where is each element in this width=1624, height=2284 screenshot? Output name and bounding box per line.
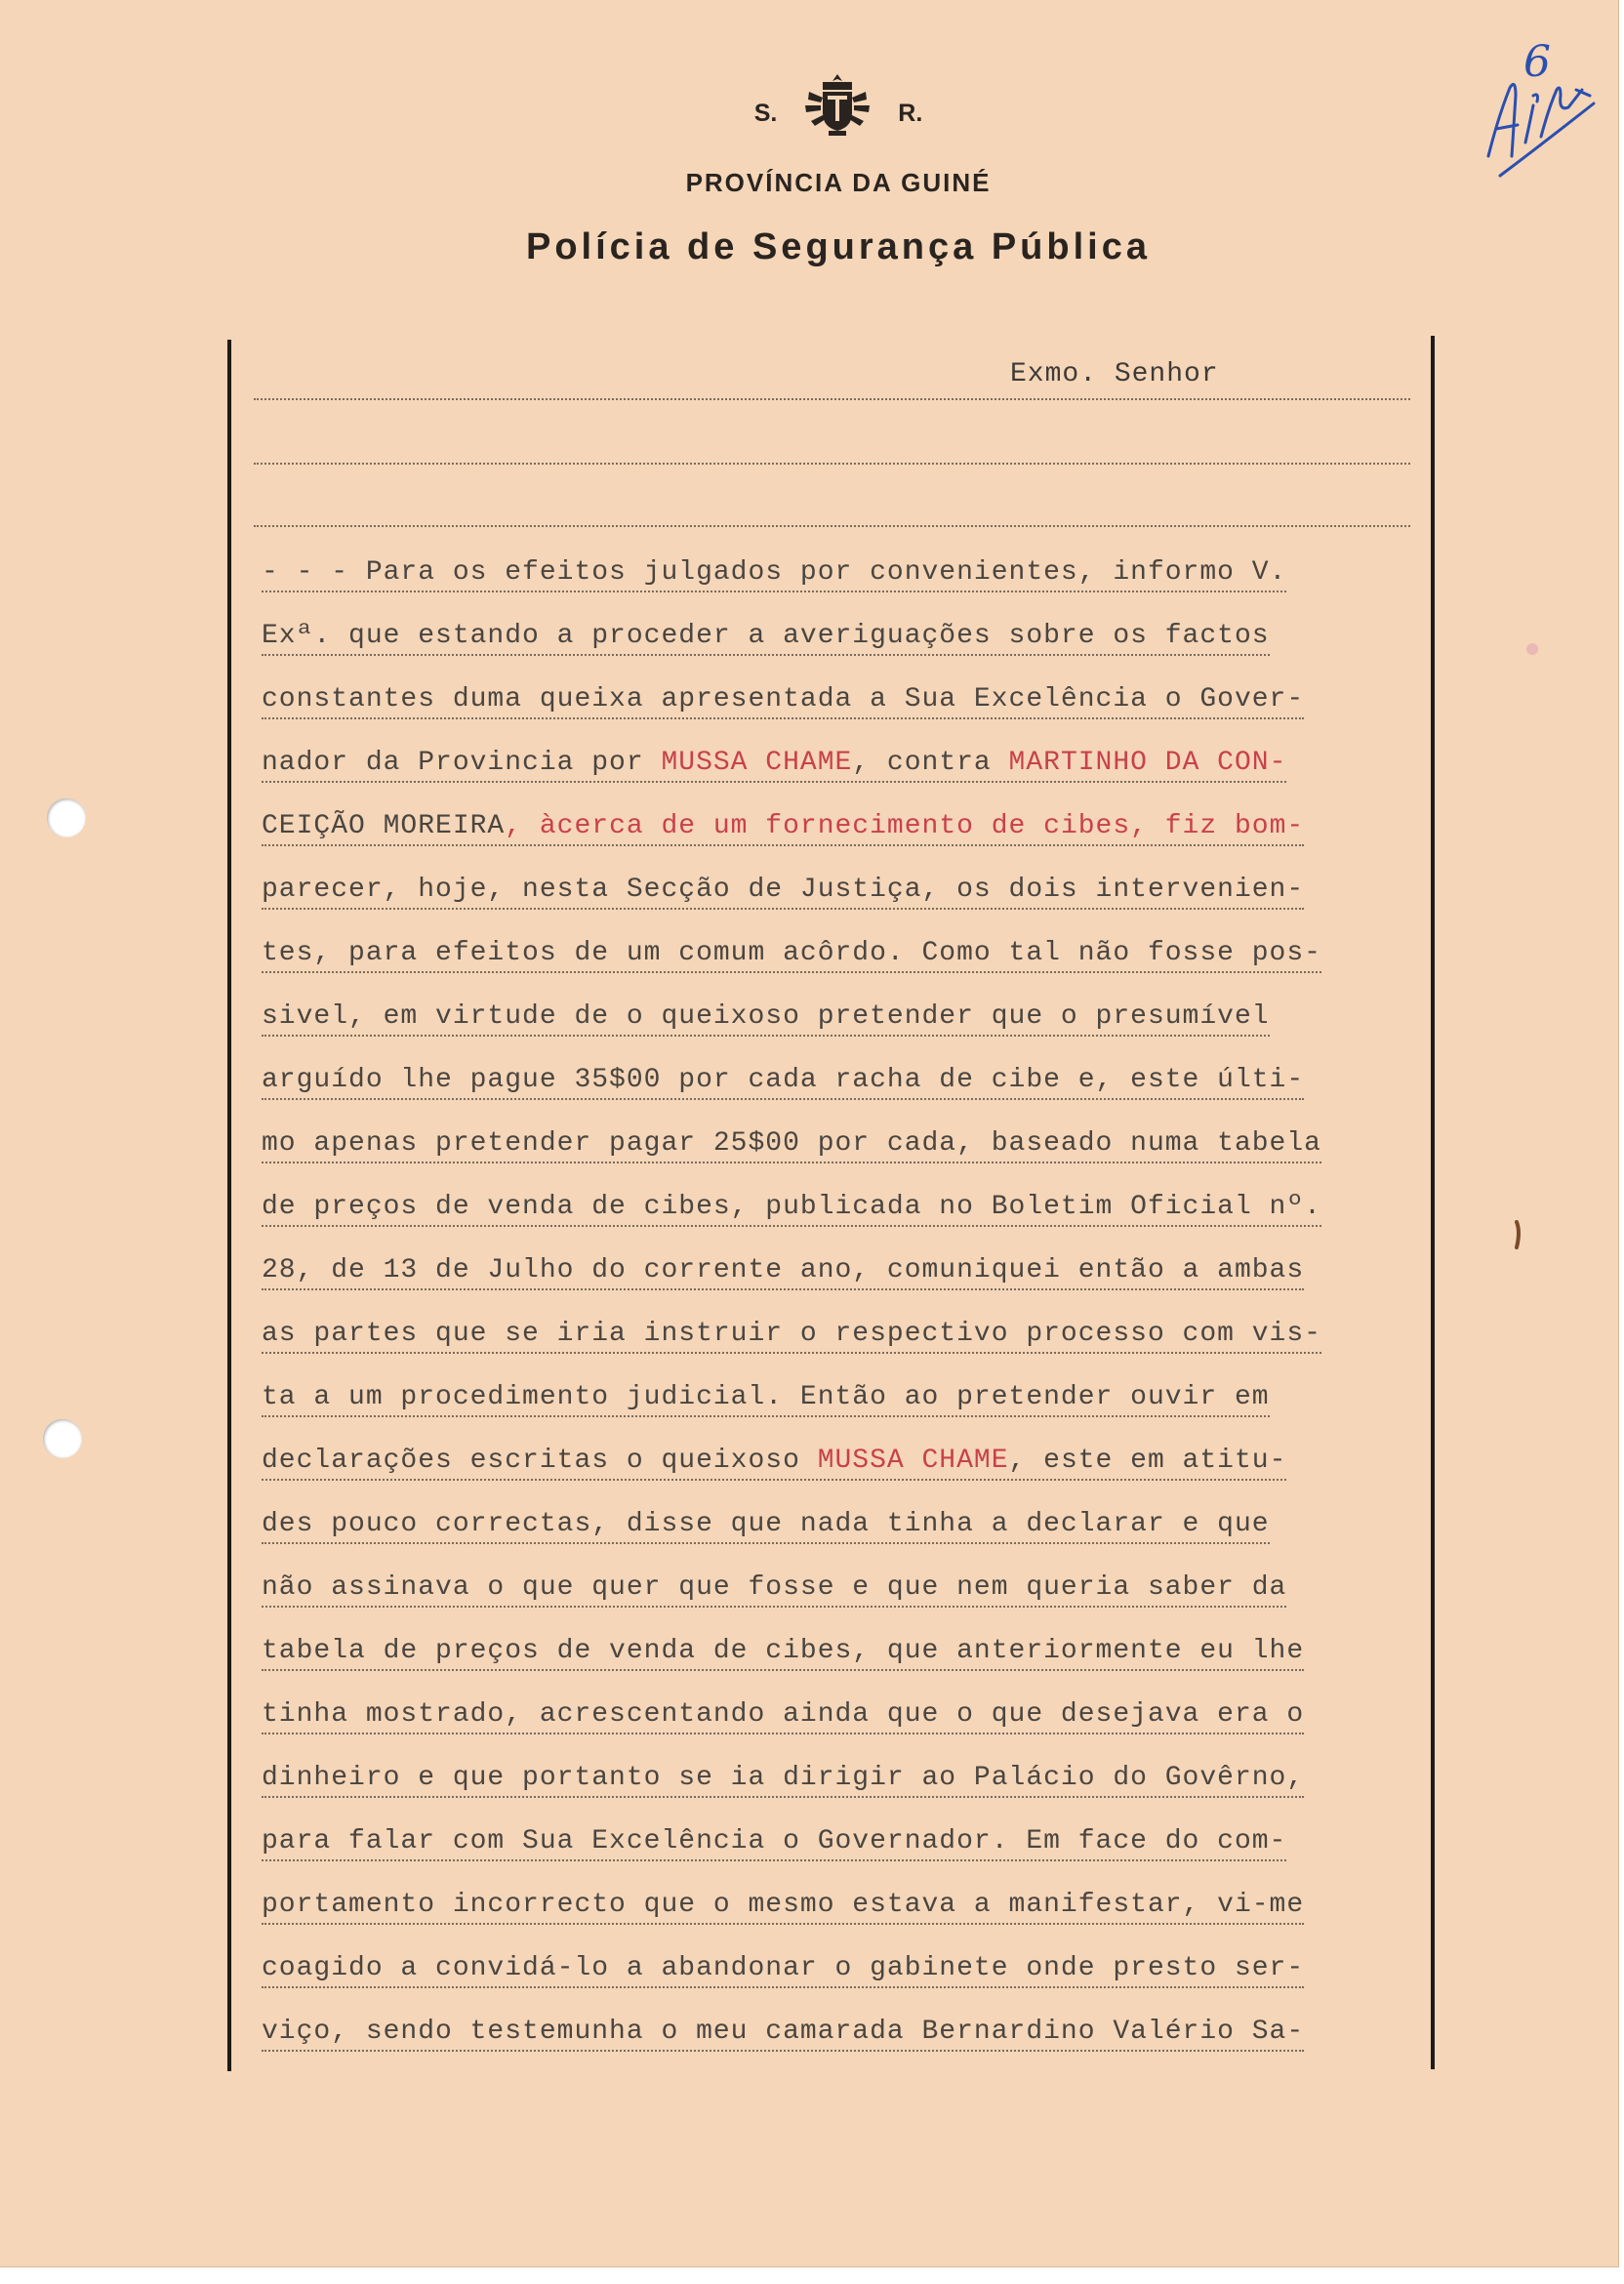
body-line	[262, 611, 1433, 674]
address-line-1	[254, 398, 1410, 400]
line-segment: dinheiro e que portanto se ia dirigir ao Palácio do Govêrno,	[262, 1763, 1305, 1793]
body-line-text	[262, 811, 1304, 846]
letterhead-r: R.	[898, 99, 923, 127]
body-line-text	[262, 875, 1304, 910]
body-line	[262, 1182, 1433, 1245]
body-line	[262, 1690, 1433, 1753]
address-line-3	[254, 525, 1410, 527]
line-segment: Exª. que estando a proceder a averiguações sobre os factos	[262, 621, 1270, 651]
body-line	[262, 1499, 1433, 1563]
handwritten-initials	[1488, 84, 1594, 176]
body-line-text	[262, 1890, 1304, 1925]
province-title: PROVÍNCIA DA GUINÉ	[685, 168, 992, 197]
body-line-text	[262, 684, 1304, 719]
body-line-text	[262, 938, 1321, 973]
body-line-text	[262, 621, 1270, 656]
body-line-text	[262, 1826, 1286, 1861]
line-segment: des pouco correctas, disse que nada tinha a declarar e que	[262, 1509, 1270, 1539]
body-line-text	[262, 1509, 1270, 1544]
line-segment: as partes que se iria instruir o respectivo processo com vis-	[262, 1319, 1321, 1349]
body-line-text	[262, 1953, 1304, 1988]
body-line-text	[262, 1382, 1270, 1417]
coat-of-arms-icon	[799, 70, 875, 139]
body-line-text	[262, 748, 1286, 783]
body-line-text	[262, 1319, 1321, 1354]
line-segment: declarações escritas o queixoso	[262, 1446, 818, 1476]
letterhead-sr-row	[0, 88, 1624, 127]
left-margin-rule	[227, 340, 231, 2071]
line-segment: tes, para efeitos de um comum acôrdo. Como tal não fosse pos-	[262, 938, 1321, 968]
body-line-text	[262, 1636, 1304, 1671]
body-line	[262, 1816, 1433, 1880]
body-line-text	[262, 1065, 1304, 1100]
line-segment: nador da Provincia por	[262, 748, 662, 778]
line-segment: , contra	[852, 748, 1009, 778]
line-segment: para falar com Sua Excelência o Governador. Em face do com-	[262, 1826, 1287, 1856]
line-segment: mo apenas pretender pagar 25$00 por cada, baseado numa tabela	[262, 1128, 1321, 1159]
body-line	[262, 674, 1433, 738]
line-segment: não assinava o que quer que fosse e que nem queria saber da	[262, 1572, 1287, 1603]
body-line-text	[262, 1128, 1321, 1163]
address-line-2	[254, 463, 1410, 465]
body-line	[262, 548, 1433, 611]
body-line-text	[262, 557, 1286, 592]
body-line-text	[262, 1699, 1304, 1734]
handwritten-annotation	[1479, 20, 1605, 185]
body-line	[262, 1372, 1433, 1436]
name-red-typed: , àcerca de um fornecimento de cibes, fiz bom-	[505, 811, 1305, 841]
line-segment: tinha mostrado, acrescentando ainda que o que desejava era o	[262, 1699, 1305, 1730]
punch-hole-bottom	[43, 1419, 82, 1458]
body-line-text	[262, 1763, 1304, 1798]
line-segment: sivel, em virtude de o queixoso pretender que o presumível	[262, 1001, 1270, 1032]
punch-hole-top	[47, 798, 86, 837]
letter-body	[262, 548, 1433, 2070]
body-line	[262, 801, 1433, 865]
body-line-text	[262, 1572, 1286, 1608]
line-segment: portamento incorrecto que o mesmo estava a manifestar, vi-me	[262, 1890, 1305, 1920]
body-line	[262, 1626, 1433, 1690]
body-line-text	[262, 1192, 1321, 1227]
line-segment: ta a um procedimento judicial. Então ao pretender ouvir em	[262, 1382, 1270, 1412]
body-line-text	[262, 2017, 1304, 2052]
body-line	[262, 1753, 1433, 1816]
letterhead-s: S.	[753, 99, 778, 127]
line-segment: tabela de preços de venda de cibes, que anteriormente eu lhe	[262, 1636, 1305, 1666]
line-segment: viço, sendo testemunha o meu camarada Bernardino Valério Sa-	[262, 2017, 1305, 2047]
salutation: Exmo. Senhor	[1010, 359, 1219, 389]
body-line	[262, 1245, 1433, 1309]
body-line	[262, 2007, 1433, 2070]
line-segment: parecer, hoje, nesta Secção de Justiça, os dois intervenien-	[262, 875, 1305, 905]
body-line	[262, 1055, 1433, 1119]
body-line	[262, 928, 1433, 992]
paper-dot-mark	[1518, 634, 1547, 664]
line-segment: constantes duma queixa apresentada a Sua Excelência o Gover-	[262, 684, 1305, 714]
line-segment: 28, de 13 de Julho do corrente ano, comuniquei então a ambas	[262, 1255, 1305, 1285]
name-red-typed: MARTINHO DA CON-	[1008, 748, 1287, 778]
name-red-typed: MUSSA CHAME	[817, 1446, 1009, 1476]
line-segment: CEIÇÃO MOREIRA	[262, 811, 506, 841]
body-line	[262, 1880, 1433, 1943]
body-line	[262, 1119, 1433, 1182]
paper-stain-mark	[1511, 1220, 1522, 1249]
body-line-text	[262, 1001, 1270, 1037]
body-line	[262, 865, 1433, 928]
body-line	[262, 1309, 1433, 1372]
line-segment: coagido a convidá-lo a abandonar o gabinete onde presto ser-	[262, 1953, 1305, 1983]
line-segment: arguído lhe pague 35$00 por cada racha de cibe e, este últi-	[262, 1065, 1305, 1095]
handwritten-page-number: 6	[1523, 37, 1551, 87]
body-line	[262, 738, 1433, 801]
body-line-text	[262, 1446, 1286, 1481]
body-line	[262, 1563, 1433, 1626]
body-line	[262, 1436, 1433, 1499]
line-segment: - - - Para os efeitos julgados por convenientes, informo V.	[262, 557, 1287, 588]
body-line-text	[262, 1255, 1304, 1290]
body-line	[262, 992, 1433, 1055]
agency-title: Polícia de Segurança Pública	[526, 226, 1151, 267]
line-segment: de preços de venda de cibes, publicada no Boletim Oficial nº.	[262, 1192, 1321, 1222]
line-segment: , este em atitu-	[1008, 1446, 1287, 1476]
name-red-typed: MUSSA CHAME	[661, 748, 853, 778]
body-line	[262, 1943, 1433, 2007]
